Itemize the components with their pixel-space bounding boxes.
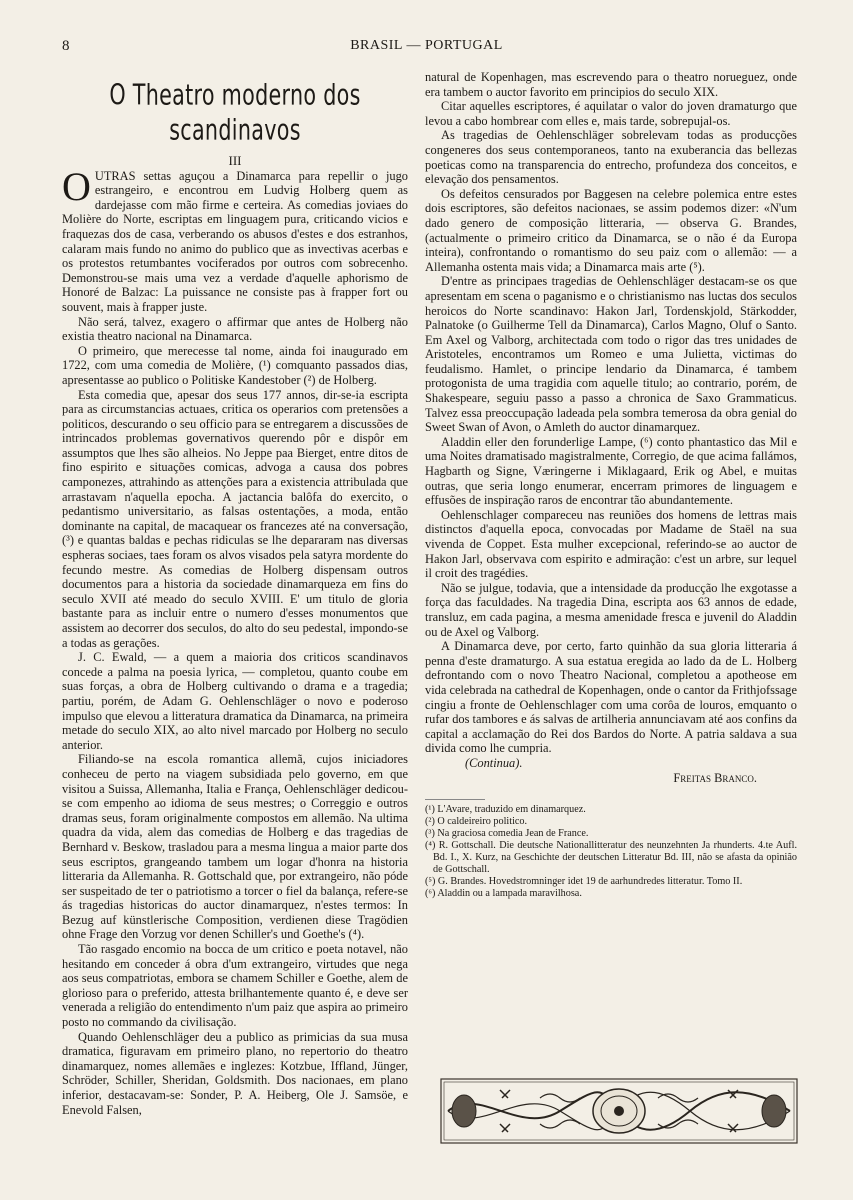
first-paragraph: [62, 163, 408, 315]
right-column: [425, 70, 797, 900]
footnote: (⁵) G. Brandes. Hovedstromninger idet 19 de aarhundredes litteratur. Tomo II.: [425, 876, 743, 888]
article-part: III: [228, 153, 242, 168]
paragraph: Esta comedia que, apesar dos seus 177 annos, dir-se-ia escripta para as circumstancias actuaes, critica os operarios com pretensões a politicos, descurando o seu officio para se entregarem a discussões de intrincados problemas governativos querendo pôr e dispôr em assumptos que lhes são alheios. No Jeppe paa Bierget, entre ditos de fino espirito e situações comicas, advoga a causa dos pobres camponezes, attrahindo as attenções para a existencia attribulada que arrastavam n'aquella epocha. A jactancia balôfa do exercito, o pedantismo universitario, as falsas ostentações, a moda, então dominante na capital, de macaquear os francezes até na conversação, (³) e quantas baldas e pechas ridiculas se lhe depararam nas diversas espheras sociaes, taes foram os alvos visados pela satyra mordente do fecundo mestre. As comedias de Holberg dispensam outros documentos para a historia da sociedade dinamarqueza em fins do seculo XVII até meado do seculo XVIII. E' um titulo de gloria bastante para as incluir entre o numero d'esses monumentos que assistem ao decorrer dos seculos, do alto do seu pedestal, impondo-se a todas as gerações.: [62, 387, 408, 650]
article-title: O Theatro moderno dos scandinavos: [109, 79, 361, 147]
paragraph: A Dinamarca deve, por certo, farto quinhão da sua gloria litteraria á penna d'este dramaturgo. A sua estatua eregida ao lado da de L. Holberg defrontando com o novo Theatro Nacional, completou a apotheose em vida celebrada na cathedral de Kopenhagen, onde o cantor da Frithjofssage cingiu a fronte de Oehlenschlager com uma corôa de louros, emquanto o rufar dos tambores e ás salvas de artilheria annunciavam até aos confins da capital a acclamação do Rei dos Bardos do Norte. A patria saldava a sua divida como lhe cumpria.: [425, 639, 797, 756]
running-title: BRASIL — PORTUGAL: [350, 38, 503, 53]
paragraph: Filiando-se na escola romantica allemã, cujos iniciadores conheceu de perto na viagem subsidiada pelo governo, em que visitou a Suissa, Allemanha, Italia e França, Oehlenschläger dedicou-se com empenho ao idioma de seus mestres; o Correggio e outros dramas seus, foram originalmente compostos em allemão. Na ultima quadra da vida, alem das comedias de Holberg e das tragedias de Bernhard v. Beskow, trasladou para a mesma lingua a maior parte dos seus escriptos, grangeando tambem um logar d'honra na historia litteraria da Allemanha. R. Gottschald que, por extrangeiro, não póde ser suspeitado de ter o patriotismo a torcer o fiel da balança, refere-se ás tragedias historicas do auctor dinamarquez, n'estes termos: In Bezug auf künstlerische Composition, verdienen diese Tragödien ohne Frage den Vorzug vor denen Schiller's und Goethe's (⁴).: [62, 752, 408, 942]
left-column: [62, 70, 408, 1117]
continuation-note: (Continua).: [465, 755, 523, 770]
paragraph-text: UTRAS settas aguçou a Dinamarca para repellir o jugo estrangeiro, e encontrou em Ludvig Holberg quem as dardejasse com mão firme e certeira. As comedias joviaes do Molière do Norte, escriptas em linguagem pura, criticando vicios e fraquezas dos de casa, verberando os abusos d'estes e dos estranhos, calaram mais fundo no animo do publico que as invectivas acerbas e os protestos retumbantes vociferados por outros com sobrecenho. Demonstrou-se mais uma vez a verdade d'aquelle aphorismo de Honoré de Balzac: La puissance ne consiste pas à frapper fort ou souvent, mais à frapper juste.: [62, 168, 408, 314]
footnotes: [425, 804, 797, 900]
paragraph: Tão rasgado encomio na bocca de um critico e poeta notavel, não hesitando em conceder á obra d'um extrangeiro, virtudes que nega aos seus compatriotas, embora se chamem Schiller e Goethe, alem de glorioso para o preferido, attesta brilhantemente quanto é, e deve ser venerada a religião do entendimento n'um paiz que aspira ao primeiro posto no commando da civilisação.: [62, 942, 408, 1030]
paragraph: Os defeitos censurados por Baggesen na celebre polemica entre estes dois escriptores, são defeitos nacionaes, se assim podemos dizer: «N'um dado genero de composição litteraria, — observa G. Brandes, (actualmente o primeiro critico da Dinamarca, se o não é da Europa inteira), confrontando o romantismo do seu paiz com o allemão: — a Allemanha ostenta mais vida; a Dinamarca mais arte (⁵).: [425, 186, 797, 274]
page-number: 8: [62, 38, 70, 54]
footnote: (¹) L'Avare, traduzido em dinamarquez.: [425, 804, 586, 816]
footnote: (⁴) R. Gottschall. Die deutsche Nationallitteratur des neunzehnten Ja rhunderts. 4.te Aufl. Bd. I., X. Kurz, na Geschichte der deutschen Litteratur Bd. III, não se afasta da opinião de Gottschall.: [425, 840, 797, 876]
paragraph: Não se julgue, todavia, que a intensidade da producção lhe exgotasse a força das faculdades. Na tragedia Dina, escripta aos 63 annos de edade, transluz, em cada pagina, a mesma amenidade fresca e juvenil do Aladdin ou de Axel og Valborg.: [425, 580, 797, 639]
footnote: (⁶) Aladdin ou a lampada maravilhosa.: [425, 888, 582, 900]
footnote: (²) O caldeireiro politico.: [425, 816, 528, 828]
dropcap: O: [62, 163, 91, 209]
footnote-divider: [425, 799, 485, 800]
paragraph: J. C. Ewald, — a quem a maioria dos criticos scandinavos concede a palma na poesia lyrica, — completou, quanto coube em suas forças, a obra de Holberg cultivando o drama e a tragedia; partiu, porém, de Adam G. Oehlenschläger o novo e poderoso impulso que elevou a litteratura dramatica da Dinamarca, na primeira metade do seculo XIX, ao alto nivel marcado por Holberg no seculo anterior.: [62, 650, 408, 752]
paragraph: D'entre as principaes tragedias de Oehlenschläger destacam-se os que apresentam em scena o paganismo e o christianismo nas luctas dos seculos heroicos do Norte scandinavo: Hakon Jarl, Tordenskjold, Stärkodder, Palnatoke (o Guilherme Tell da Dinamarca), Carlos Magno, Oluf o Santo. Em Axel og Valborg, architectada com todo o rigor das tres unidades de Aristoteles, encontramos um Romeo e uma Julietta, victimas do feudalismo. Hamlet, o principe lendario da Dinamarca, é tambem protogonista de uma tragidia com aquelle titulo; ao contrario, porém, de Shakespeare, seguiu passo a passo a chronica de Saxo Grammaticus. Talvez essa preoccupação ladeada pela sombra temerosa da obra genial do Sweet Swan of Avon, o Amleth do auctor dinamarquez.: [425, 274, 797, 435]
paragraph: As tragedias de Oehlenschläger sobrelevam todas as producções congeneres dos seus contemporaneos, tanto na exuberancia das bellezas poeticas como na transparencia do entrecho, profundeza dos conceitos, e elevação dos pensamentos.: [425, 128, 797, 187]
paragraph: Quando Oehlenschläger deu a publico as primicias da sua musa dramatica, figuravam em primeiro plano, no repertorio do theatro dinamarquez, nomes allemães e inglezes: Kotzbue, Iffland, Jünger, Schröder, Schiller, Sheridan, Goldsmith. Dos nacionaes, em plano inferior, destacavam-se: Sonder, P. A. Heiberg, Ole J. Samsöe, e Enevold Falsen,: [62, 1029, 408, 1117]
paragraph: Oehlenschlager compareceu nas reuniões dos homens de lettras mais distinctos d'aquella epoca, convocadas por Madame de Staël na sua vivenda de Coppet. Esta mulher excepcional, referindo-se ao auctor de Hakon Jarl, observava com espirito e admiração: c'est un arbre, sur lequel il croit des tragédies.: [425, 507, 797, 581]
paragraph: Não será, talvez, exagero o affirmar que antes de Holberg não existia theatro nacional na Dinamarca.: [62, 314, 408, 344]
paragraph: O primeiro, que merecesse tal nome, ainda foi inaugurado em 1722, com uma comedia de Molière, (¹) comquanto passados dias, apresentasse ao publico o Politiske Kandestober (²) de Holberg.: [62, 343, 408, 387]
author-signature: Freitas Branco.: [673, 770, 757, 785]
footnote: (³) Na graciosa comedia Jean de France.: [425, 828, 589, 840]
paragraph: Citar aquelles escriptores, é aquilatar o valor do joven dramaturgo que levou a cabo hombrear com elles e, mais tarde, sobrepujal-os.: [425, 99, 797, 128]
paragraph: natural de Kopenhagen, mas escrevendo para o theatro norueguez, onde era tambem o auctor favorito em principios do seculo XIX.: [425, 70, 797, 99]
decorative-ornament: [440, 1078, 798, 1144]
paragraph: Aladdin eller den forunderlige Lampe, (⁶) conto phantastico das Mil e uma Noites dramatisado magistralmente, Corregio, de que acima fallámos, Hagbarth og Signe, Væringerne i Miklagaard, Erik og Abel, e muitas outras, que seria longo enumerar, encerram primores de linguagem e effusões de inspiração raros de encontrar tão abundantemente.: [425, 434, 797, 508]
